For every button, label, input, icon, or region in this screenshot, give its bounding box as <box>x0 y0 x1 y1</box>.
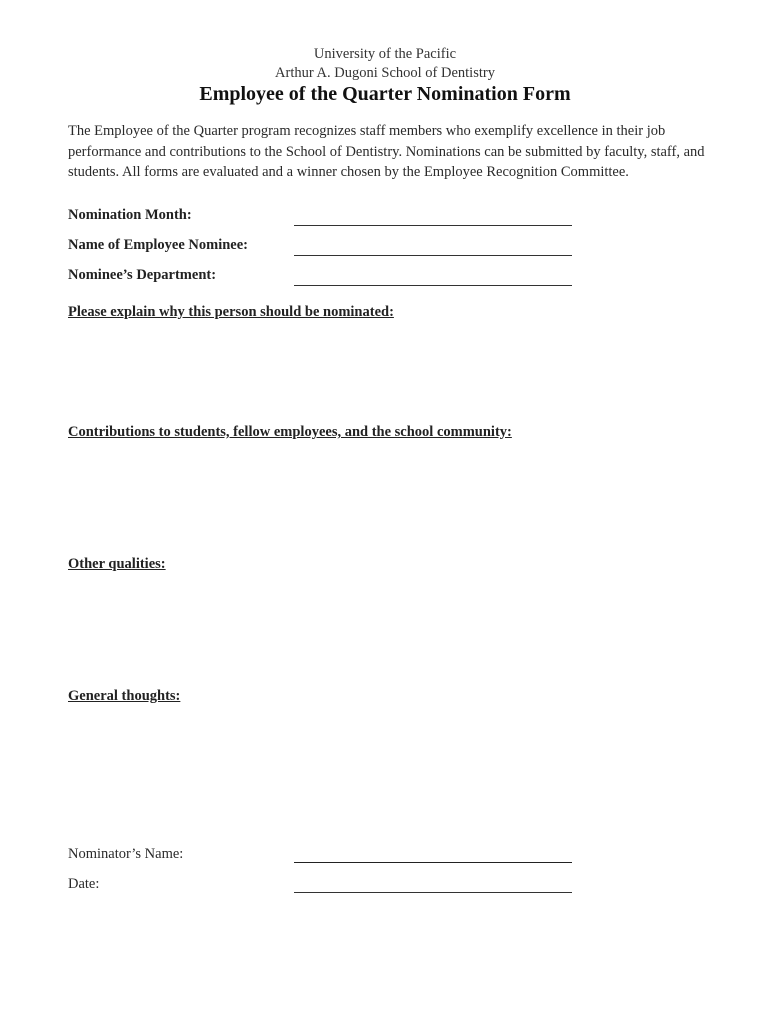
nomination-month-label: Nomination Month: <box>68 207 192 223</box>
nominator-name-field[interactable] <box>294 862 572 863</box>
school-name: Arthur A. Dugoni School of Dentistry <box>275 65 495 81</box>
university-name: University of the Pacific <box>313 46 457 62</box>
nominee-department-label: Nominee’s Department: <box>68 267 217 283</box>
nominator-name-label: Nominator’s Name: <box>68 846 184 862</box>
why-nominated-answer-area[interactable] <box>68 326 708 422</box>
general-thoughts-heading: General thoughts: <box>68 688 181 704</box>
contributions-heading: Contributions to students, fellow employees, and the school community: <box>68 424 512 440</box>
contributions-answer-area[interactable] <box>68 446 708 554</box>
employee-nominee-field[interactable] <box>294 255 572 256</box>
other-qualities-answer-area[interactable] <box>68 578 708 686</box>
page-title: Employee of the Quarter Nomination Form <box>199 83 571 105</box>
nomination-month-field[interactable] <box>294 225 572 226</box>
general-thoughts-answer-area[interactable] <box>68 710 708 840</box>
employee-nominee-label: Name of Employee Nominee: <box>68 237 248 253</box>
date-label: Date: <box>68 876 100 892</box>
date-field[interactable] <box>294 892 572 893</box>
intro-paragraph: The Employee of the Quarter program recognizes staff members who exemplify excellence in their job performance and contributions to the School of Dentistry. Nominations can be submitted by faculty, staff, and students. All forms are evaluated and a winner chosen by the Employee Recognition Committee. <box>68 123 705 180</box>
other-qualities-heading: Other qualities: <box>68 556 166 572</box>
nominee-department-field[interactable] <box>294 285 572 286</box>
why-nominated-heading: Please explain why this person should be nominated: <box>68 304 394 320</box>
